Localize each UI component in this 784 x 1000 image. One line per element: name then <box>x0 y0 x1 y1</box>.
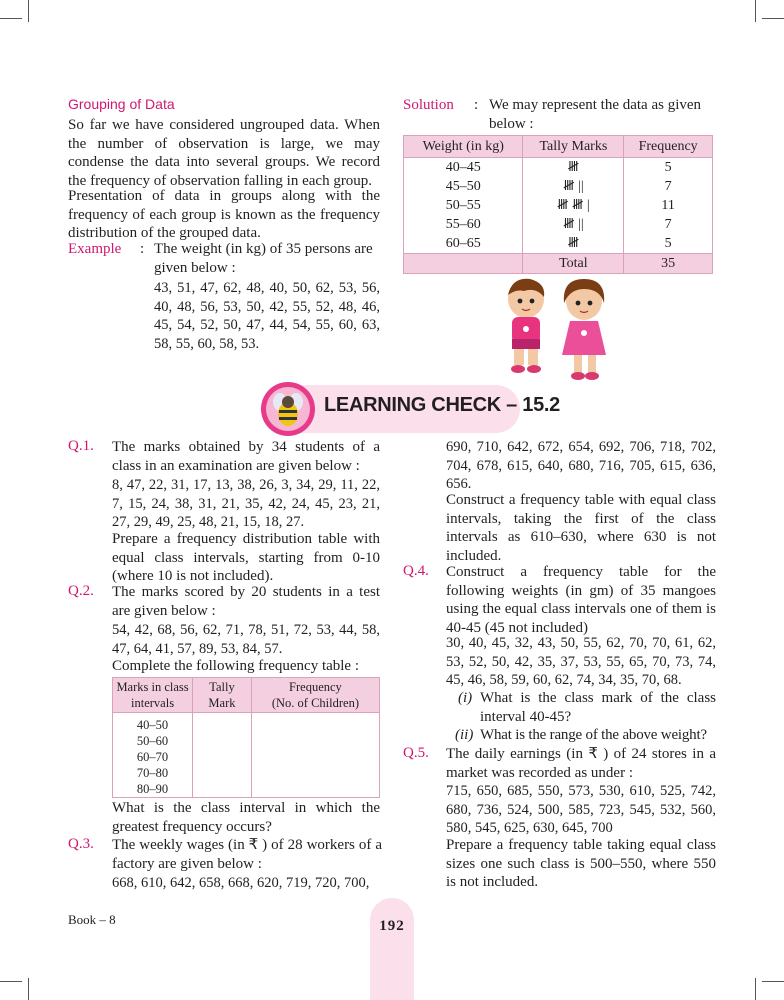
class-interval: 40–50 <box>113 713 193 734</box>
table-row <box>404 158 713 178</box>
solution-colon: : <box>474 97 479 113</box>
table-row <box>113 781 380 798</box>
example-data: 43, 51, 47, 62, 48, 40, 50, 62, 53, 56, 40, 48, 56, 53, 50, 42, 55, 52, 48, 46, 45, 54, 52, 50, 47, 44, 54, 55, 60, 63, 58, 55, 60, 58, 53. <box>154 280 380 352</box>
example-label: Example <box>68 241 122 257</box>
example-text: The weight (in kg) of 35 persons are given below : <box>154 241 373 276</box>
q2-data: 54, 42, 68, 56, 62, 71, 78, 51, 72, 53, 44, 58, 47, 64, 41, 57, 89, 53, 84, 57. <box>112 622 380 657</box>
q3-text: The weekly wages (in ₹ ) of 28 workers of a factory are given below : <box>112 837 382 872</box>
q5-data: 715, 650, 685, 550, 573, 530, 610, 525, 742, 680, 736, 524, 500, 585, 723, 545, 532, 560, 580, 545, 625, 630, 645, 700 <box>446 783 716 836</box>
q1-text: The marks obtained by 34 students of a class in an examination are given below : <box>112 439 380 474</box>
tally-marks: 𝍸 || <box>523 215 624 234</box>
page-number: 192 <box>379 918 405 934</box>
q3-data-part2: 690, 710, 642, 672, 654, 692, 706, 718, 702, 704, 678, 615, 640, 680, 716, 705, 615, 636, 656. <box>446 439 716 492</box>
tally-marks: 𝍸 <box>523 234 624 254</box>
question-number: Q.3. <box>68 836 94 852</box>
tally-marks: 𝍸 <box>523 158 624 178</box>
q4-sub-ii-label: (ii) <box>455 727 474 743</box>
total-label: Total <box>523 254 624 274</box>
table-header: Tally Marks <box>523 136 624 158</box>
crop-mark <box>28 0 29 22</box>
class-interval: 50–60 <box>113 733 193 749</box>
crop-mark <box>755 0 756 22</box>
table-row <box>404 196 713 215</box>
q2-question: What is the class interval in which the greatest frequency occurs? <box>112 800 380 835</box>
weight-range: 40–45 <box>404 158 523 178</box>
frequency: 5 <box>624 158 713 178</box>
q3-instruction: Construct a frequency table with equal class intervals, taking the first of the class intervals as 610–630, where 630 is not included. <box>446 492 716 564</box>
example-colon: : <box>140 241 145 257</box>
crop-mark <box>0 981 22 982</box>
q4-sub-ii: What is the range of the above weight? <box>480 727 707 743</box>
solution-label: Solution <box>403 97 454 113</box>
q1-instruction: Prepare a frequency distribution table with equal class intervals, starting from 0-10 (where 10 is not included). <box>112 531 380 584</box>
frequency: 5 <box>624 234 713 254</box>
crop-mark <box>0 18 22 19</box>
question-number: Q.4. <box>403 563 429 579</box>
weight-frequency-table <box>403 135 713 274</box>
table-row <box>113 713 380 734</box>
q2-instruction: Complete the following frequency table : <box>112 658 360 674</box>
page-number-tab <box>370 898 414 1000</box>
q2-text: The marks scored by 20 students in a test are given below : <box>112 584 380 619</box>
boy-icon <box>508 279 544 373</box>
table-header: Frequency (No. of Children) <box>251 678 379 713</box>
weight-range: 60–65 <box>404 234 523 254</box>
q4-sub-i: What is the class mark of the class interval 40-45? <box>480 690 716 725</box>
class-interval: 80–90 <box>113 781 193 798</box>
marks-frequency-table <box>112 677 380 798</box>
frequency: 11 <box>624 196 713 215</box>
question-number: Q.2. <box>68 583 94 599</box>
tally-marks: 𝍸 𝍸 | <box>523 196 624 215</box>
q3-data-part1: 668, 610, 642, 658, 668, 620, 719, 720, 700, <box>112 875 370 891</box>
weight-range: 45–50 <box>404 177 523 196</box>
solution-text: We may represent the data as given below : <box>489 97 702 132</box>
question-number: Q.5. <box>403 745 429 761</box>
table-row <box>404 215 713 234</box>
paragraph-definition: Presentation of data in groups along with the frequency of each group is known as the frequency distribution of the grouped data. <box>68 188 380 241</box>
bee-icon <box>258 380 320 438</box>
q4-text: Construct a frequency table for the following weights (in gm) of 35 mangoes using the equal class intervals one of them is 40-45 (45 not included) <box>446 564 716 636</box>
q4-data: 30, 40, 45, 32, 43, 50, 55, 62, 70, 70, 61, 62, 53, 52, 50, 42, 35, 37, 53, 55, 65, 70, 73, 74, 45, 46, 58, 59, 60, 62, 74, 34, 35, 70, 68. <box>446 635 716 688</box>
footer-book-label: Book – 8 <box>68 912 116 927</box>
crop-mark <box>755 978 756 1000</box>
crop-mark <box>762 18 784 19</box>
crop-mark <box>762 981 784 982</box>
table-row <box>113 749 380 765</box>
q5-instruction: Prepare a frequency table taking equal class sizes one such class is 500–550, where 550 is not included. <box>446 837 716 890</box>
question-number: Q.1. <box>68 438 94 454</box>
tally-marks: 𝍸 || <box>523 177 624 196</box>
table-row <box>404 177 713 196</box>
crop-mark <box>28 978 29 1000</box>
q5-text: The daily earnings (in ₹ ) of 24 stores in a market was recorded as under : <box>446 746 716 781</box>
total-row <box>404 254 713 274</box>
learning-check-title: LEARNING CHECK – 15.2 <box>324 394 560 416</box>
table-row <box>113 765 380 781</box>
table-row <box>113 733 380 749</box>
table-header: Marks in class intervals <box>113 678 193 713</box>
table-header: Frequency <box>624 136 713 158</box>
table-header: Weight (in kg) <box>404 136 523 158</box>
weight-range: 50–55 <box>404 196 523 215</box>
section-title: Grouping of Data <box>68 96 175 112</box>
total-value: 35 <box>624 254 713 274</box>
girl-icon <box>562 279 606 380</box>
q1-data: 8, 47, 22, 31, 17, 13, 38, 26, 3, 34, 29, 11, 22, 7, 15, 24, 38, 31, 21, 35, 42, 24, 45, 23, 21, 27, 29, 49, 25, 48, 21, 15, 18, 27. <box>112 477 380 530</box>
frequency: 7 <box>624 177 713 196</box>
frequency: 7 <box>624 215 713 234</box>
paragraph-intro: So far we have considered ungrouped data. When the number of observation is large, we may condense the data into several groups. We record the frequency of observation falling in each group. <box>68 117 380 189</box>
q4-sub-i-label: (i) <box>458 690 473 706</box>
table-header: Tally Mark <box>193 678 252 713</box>
class-interval: 70–80 <box>113 765 193 781</box>
table-row <box>404 234 713 254</box>
weight-range: 55–60 <box>404 215 523 234</box>
class-interval: 60–70 <box>113 749 193 765</box>
children-illustration <box>488 277 623 385</box>
